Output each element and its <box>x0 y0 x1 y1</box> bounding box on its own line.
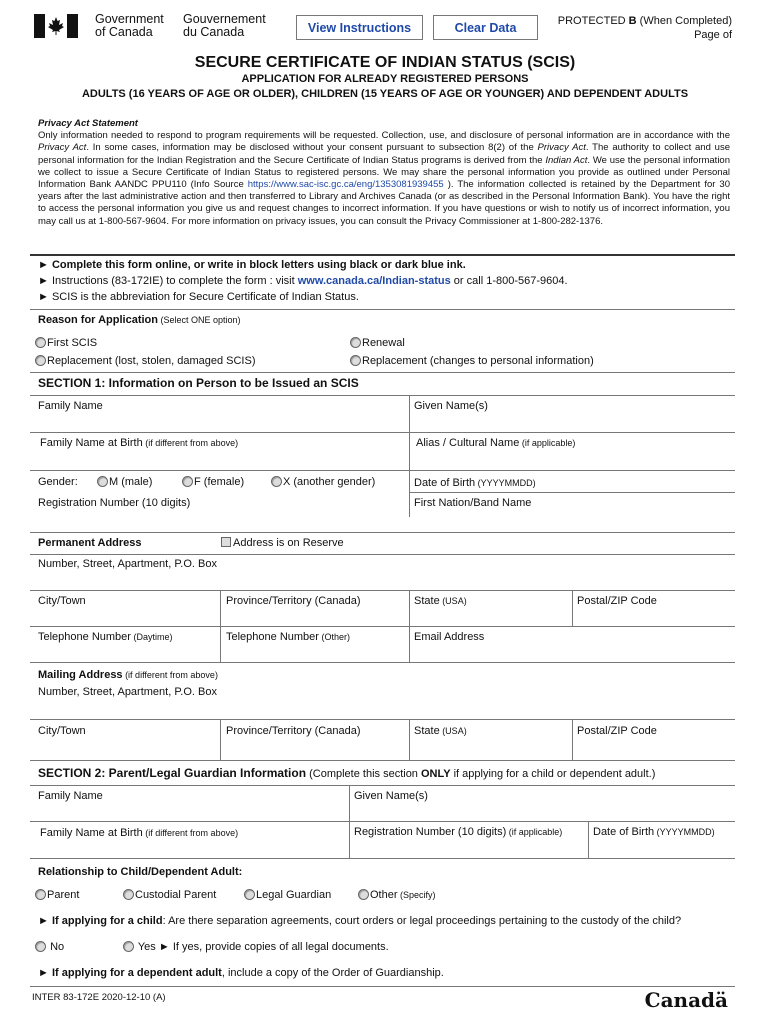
relationship-other-radio[interactable] <box>358 889 436 901</box>
radio-icon[interactable] <box>123 889 134 900</box>
reason-hint: (Select ONE option) <box>158 315 241 325</box>
gender-x-radio[interactable] <box>271 476 375 488</box>
radio-icon[interactable] <box>350 355 361 366</box>
radio-label: X (another gender) <box>283 476 376 488</box>
mailing-address-label <box>38 669 218 681</box>
radio-label: Replacement (lost, stolen, damaged SCIS) <box>47 355 256 367</box>
field-hint: (if different from above) <box>122 670 218 680</box>
s2-registration-number-field[interactable] <box>354 826 562 838</box>
indian-status-link[interactable]: www.canada.ca/Indian-status <box>297 275 451 287</box>
field-hint: (Specify) <box>397 890 436 900</box>
field-label: Alias / Cultural Name <box>416 437 520 449</box>
s1-city-field[interactable]: City/Town <box>38 595 86 607</box>
radio-label: Custodial Parent <box>135 889 217 901</box>
radio-icon[interactable] <box>182 476 193 487</box>
radio-icon[interactable] <box>123 941 134 952</box>
protected-level: B <box>628 15 637 27</box>
radio-icon[interactable] <box>35 941 46 952</box>
radio-icon[interactable] <box>35 355 46 366</box>
field-label: Telephone Number <box>38 631 131 643</box>
gender-label: Gender: <box>38 476 78 488</box>
gov-en-line1: Government <box>95 12 164 26</box>
field-hint: (YYYYMMDD) <box>654 827 715 837</box>
section2-heading: SECTION 2: Parent/Legal Guardian Information <box>38 766 307 780</box>
s1-family-name-field[interactable]: Family Name <box>38 400 103 412</box>
s1-state-field[interactable] <box>414 595 467 607</box>
form-title: SECURE CERTIFICATE OF INDIAN STATUS (SCIS) <box>194 54 576 71</box>
field-label: Date of Birth <box>593 826 655 838</box>
canada-flag-icon <box>34 14 78 38</box>
arrow-icon: ► <box>158 941 170 953</box>
arrow-icon: ► <box>38 291 49 303</box>
relationship-legal-guardian-radio[interactable] <box>244 889 331 901</box>
field-label: Date of Birth <box>414 477 476 489</box>
reason-label <box>38 314 241 326</box>
gender-male-radio[interactable] <box>97 476 152 488</box>
arrow-icon: ► <box>38 275 49 287</box>
field-hint: (USA) <box>439 726 467 736</box>
form-id: INTER 83-172E 2020-12-10 (A) <box>32 992 166 1003</box>
radio-label: Other <box>370 889 398 901</box>
field-label: Telephone Number <box>226 631 319 643</box>
field-hint: (if applicable) <box>519 438 576 448</box>
field-hint: (if different from above) <box>142 828 239 838</box>
clear-data-button[interactable]: Clear Data <box>433 15 538 40</box>
s1-mailing-province-field[interactable]: Province/Territory (Canada) <box>226 725 361 737</box>
s2-given-names-field[interactable]: Given Name(s) <box>354 790 428 802</box>
privacy-text: . In some cases, information may be disclosed without your consent pursuant to subsection 8(2) of the <box>86 142 538 154</box>
relationship-custodial-radio[interactable] <box>123 889 216 901</box>
radio-icon[interactable] <box>244 889 255 900</box>
instruction-bullet-3 <box>38 291 359 303</box>
s1-alias-field[interactable] <box>416 437 575 449</box>
radio-label: Replacement (changes to personal information) <box>362 355 594 367</box>
reason-replacement-lost-radio[interactable] <box>35 355 256 367</box>
section1-title: SECTION 1: Information on Person to be Issued an SCIS <box>38 376 359 390</box>
s1-street-field[interactable]: Number, Street, Apartment, P.O. Box <box>38 558 217 570</box>
custody-no-radio[interactable] <box>35 941 64 953</box>
privacy-text: Only information needed to respond to program requirements will be requested. Collection, use, and disclosure of personal information are in accordance with the <box>38 130 730 142</box>
form-subtitle-1: APPLICATION FOR ALREADY REGISTERED PERSONS <box>241 73 529 85</box>
s1-family-name-birth-field[interactable] <box>40 437 238 449</box>
privacy-statement <box>38 118 730 228</box>
dependent-adult-note <box>38 967 444 979</box>
section2-only: ONLY <box>420 768 451 780</box>
dependent-bold: If applying for a dependent adult <box>51 967 222 979</box>
s1-first-nation-field[interactable]: First Nation/Band Name <box>414 497 532 509</box>
reason-first-scis-radio[interactable] <box>35 337 97 349</box>
checkbox-label: Address is on Reserve <box>233 537 344 549</box>
s2-family-name-birth-field[interactable] <box>40 827 238 839</box>
gov-fr-line2: du Canada <box>183 25 245 39</box>
gov-fr-wordmark <box>183 13 266 39</box>
field-hint: (USA) <box>439 596 467 606</box>
radio-icon[interactable] <box>358 889 369 900</box>
gov-fr-line1: Gouvernement <box>183 12 266 26</box>
radio-label: Renewal <box>362 337 405 349</box>
section2-note: if applying for a child or dependent adult.) <box>450 768 656 780</box>
section2-note: (Complete this section <box>306 768 421 780</box>
radio-icon[interactable] <box>35 889 46 900</box>
gov-en-wordmark <box>95 13 164 39</box>
s1-tel-daytime-field[interactable] <box>38 631 172 643</box>
instruction-text: Instructions (83-172IE) to complete the form : visit <box>51 275 298 287</box>
form-subtitle-2: ADULTS (16 YEARS OF AGE OR OLDER), CHILDREN (15 YEARS OF AGE OR YOUNGER) AND DEPENDENT ADULTS <box>81 88 689 100</box>
field-hint: (Daytime) <box>130 632 173 642</box>
privacy-act-ref: Privacy Act <box>537 142 586 154</box>
field-label: State <box>414 725 440 737</box>
instruction-bullet-2 <box>38 275 568 287</box>
child-question-text: : Are there separation agreements, court orders or legal proceedings pertaining to the custody of the child? <box>162 915 682 927</box>
radio-label: No <box>50 941 65 953</box>
child-question-bold: If applying for a child <box>51 915 163 927</box>
child-question <box>38 915 681 927</box>
protected-prefix: PROTECTED <box>557 15 629 27</box>
field-label: State <box>414 595 440 607</box>
instruction-text: Complete this form online, or write in block letters using black or dark blue ink. <box>51 259 466 271</box>
relationship-parent-radio[interactable] <box>35 889 79 901</box>
dependent-text: , include a copy of the Order of Guardianship. <box>221 967 444 979</box>
protected-label <box>558 14 732 42</box>
gender-female-radio[interactable] <box>182 476 244 488</box>
instruction-text: or call 1-800-567-9604. <box>450 275 568 287</box>
mailing-title: Mailing Address <box>38 669 123 681</box>
section2-title <box>38 766 655 780</box>
field-hint: (if applicable) <box>506 827 563 837</box>
privacy-title: Privacy Act Statement <box>38 118 138 129</box>
arrow-icon: ► <box>38 967 49 979</box>
s1-province-field[interactable]: Province/Territory (Canada) <box>226 595 361 607</box>
s1-email-field[interactable]: Email Address <box>414 631 485 643</box>
privacy-act-ref: Privacy Act <box>38 142 87 154</box>
radio-icon[interactable] <box>271 476 282 487</box>
field-hint: (YYYYMMDD) <box>475 478 536 488</box>
radio-label: First SCIS <box>47 337 98 349</box>
privacy-text: . We use the personal information we collect to issue a Secure Certificate of Indian Status to registered persons. We may share the personal information you provide as outlined under Personal Information Bank AANDC PPU110 (Info Source <box>38 154 731 191</box>
s1-mailing-postal-field[interactable]: Postal/ZIP Code <box>577 725 657 737</box>
s1-mailing-city-field[interactable]: City/Town <box>38 725 86 737</box>
address-on-reserve-checkbox[interactable] <box>221 537 344 549</box>
radio-label: Parent <box>47 889 80 901</box>
s1-postal-field[interactable]: Postal/ZIP Code <box>577 595 657 607</box>
s1-given-names-field[interactable]: Given Name(s) <box>414 400 488 412</box>
radio-label: F (female) <box>194 476 245 488</box>
arrow-icon: ► <box>38 259 49 271</box>
arrow-icon: ► <box>38 915 49 927</box>
gov-en-line2: of Canada <box>95 25 153 39</box>
field-hint: (Other) <box>318 632 350 642</box>
instruction-text: SCIS is the abbreviation for Secure Certificate of Indian Status. <box>51 291 359 303</box>
s1-mailing-state-field[interactable] <box>414 725 467 737</box>
radio-icon[interactable] <box>97 476 108 487</box>
protected-suffix: (When Completed) <box>636 15 732 27</box>
info-source-link[interactable]: https://www.sac-isc.gc.ca/eng/1353081939455 <box>247 179 444 191</box>
checkbox-icon[interactable] <box>221 537 231 547</box>
field-label: Family Name at Birth <box>40 827 143 839</box>
reason-title: Reason for Application <box>38 314 158 326</box>
custody-yes-radio[interactable] <box>123 941 389 953</box>
privacy-text: ). The information collected is retained by the Department for 30 years after the last administrative action and then transferred to Library and Archives Canada (or as described in the Personal Information Bank). You have the right to access the personal information you give us and request changes to incorrect information. If you have questions or wish to notify us of incorrect information, you may call us at 1-800-567-9604. For more information on privacy issues, you can consult the Privacy Commissioner at 1-800-282-1376. <box>38 179 730 227</box>
reason-renewal-radio[interactable] <box>350 337 405 349</box>
canada-wordmark: Canadä <box>644 988 728 1012</box>
view-instructions-button[interactable]: View Instructions <box>296 15 423 40</box>
page-of: Page of <box>694 29 732 41</box>
relationship-label: Relationship to Child/Dependent Adult: <box>38 866 243 878</box>
s1-mailing-street-field[interactable]: Number, Street, Apartment, P.O. Box <box>38 686 217 698</box>
indian-act-ref: Indian Act <box>545 154 588 166</box>
radio-label: M (male) <box>109 476 153 488</box>
field-label: Registration Number (10 digits) <box>354 826 507 838</box>
instruction-bullet-1 <box>38 259 466 271</box>
radio-label: Legal Guardian <box>256 889 332 901</box>
yes-note: If yes, provide copies of all legal documents. <box>172 941 389 953</box>
field-label: Family Name at Birth <box>40 437 143 449</box>
s1-tel-other-field[interactable] <box>226 631 350 643</box>
field-hint: (if different from above) <box>142 438 239 448</box>
radio-icon[interactable] <box>350 337 361 348</box>
permanent-address-label: Permanent Address <box>38 537 142 549</box>
reason-replacement-changes-radio[interactable] <box>350 355 594 367</box>
s1-dob-field[interactable] <box>414 477 536 489</box>
privacy-text: . The authority to collect and use personal information for the Indian Registration and the Secure Certificate of Indian Status programs is derived from the <box>38 142 730 166</box>
radio-label: Yes <box>137 941 156 953</box>
s2-dob-field[interactable] <box>593 826 715 838</box>
s2-family-name-field[interactable]: Family Name <box>38 790 103 802</box>
s1-registration-number-field[interactable]: Registration Number (10 digits) <box>38 497 191 509</box>
radio-icon[interactable] <box>35 337 46 348</box>
